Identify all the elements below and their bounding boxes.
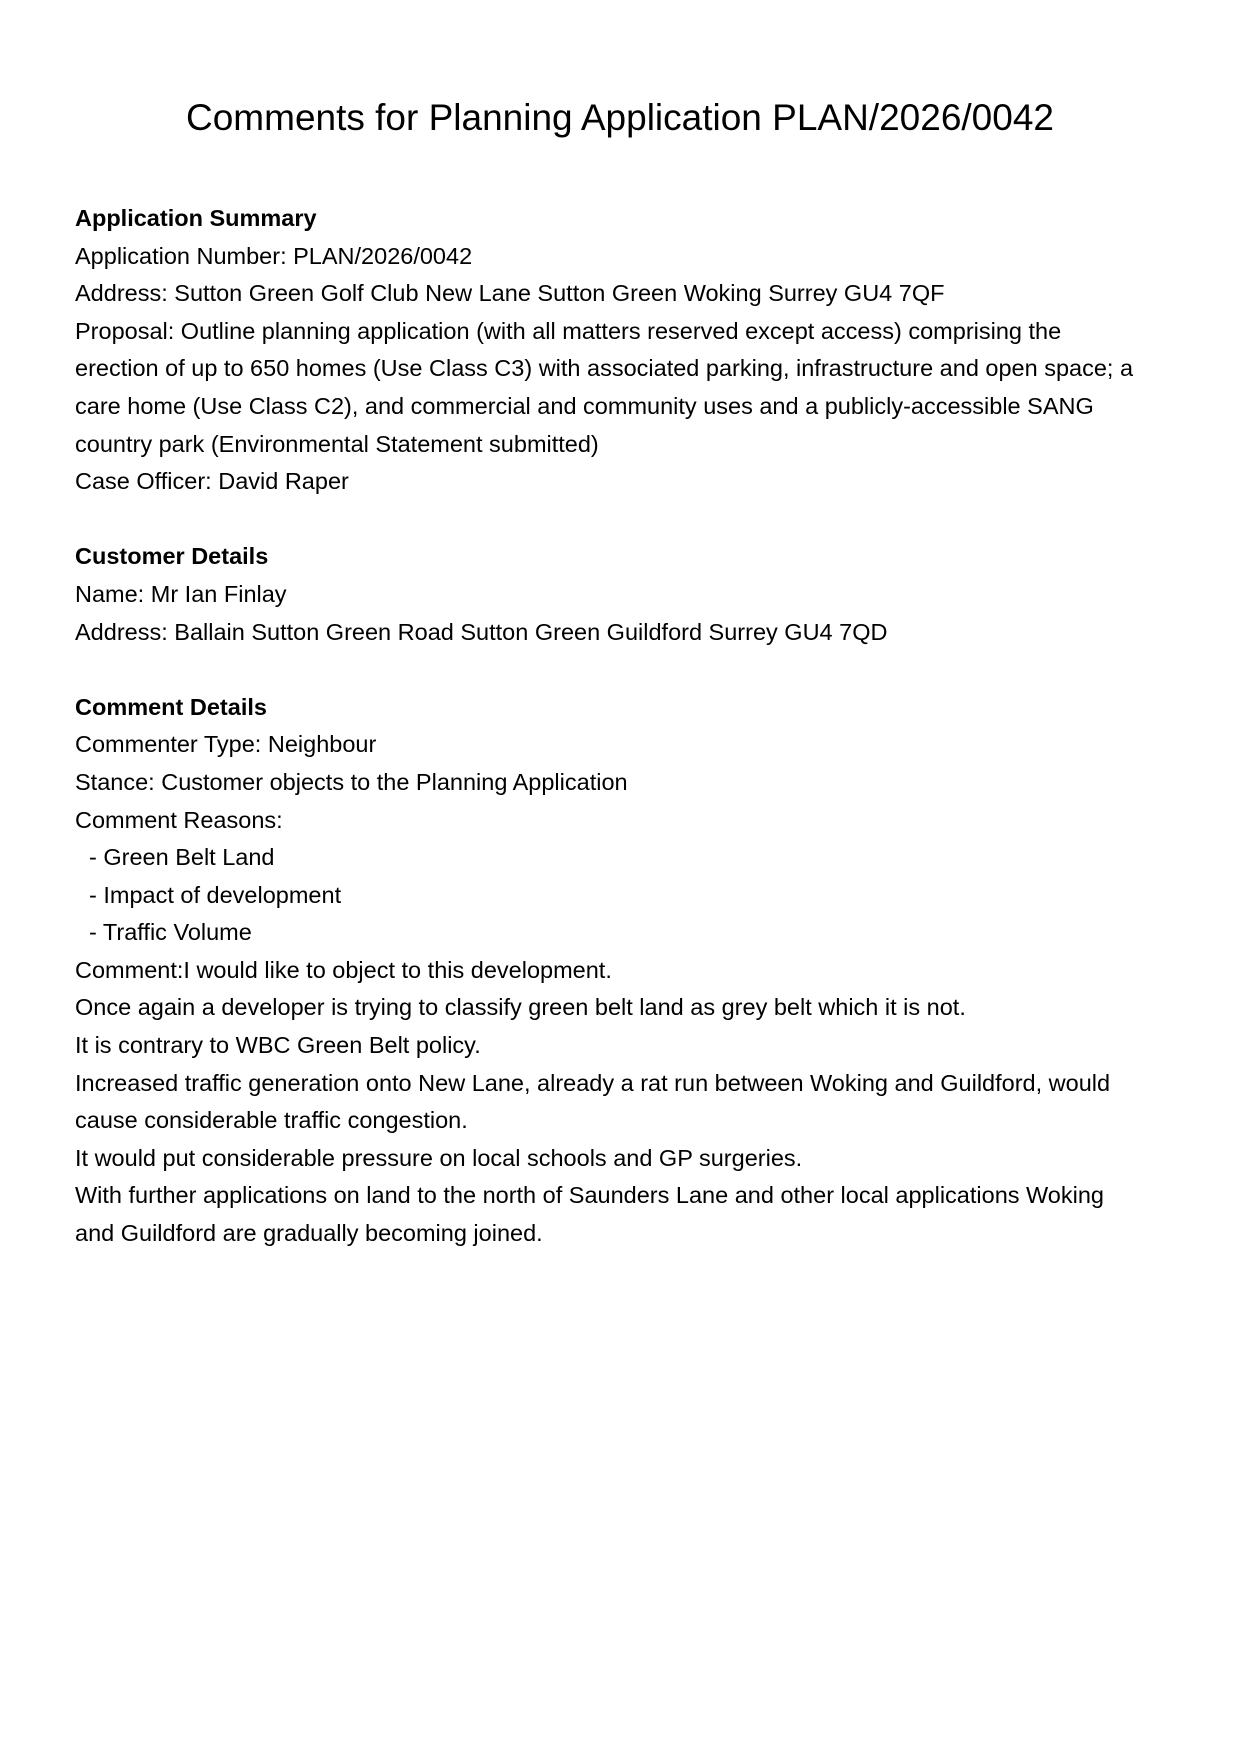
commenter-type: Commenter Type: Neighbour [75,731,377,758]
application-number: Application Number: PLAN/2026/0042 [75,242,473,269]
application-address: Address: Sutton Green Golf Club New Lane Sutton Green Woking Surrey GU4 7QF [75,280,945,307]
comment-reason-item: - Traffic Volume [89,919,252,946]
customer-name: Name: Mr Ian Finlay [75,580,287,607]
customer-details-heading: Customer Details [75,543,269,570]
application-summary-heading: Application Summary [75,205,317,231]
application-summary-section [75,200,1135,501]
customer-details-section [75,538,1135,651]
comment-reason-item: - Impact of development [89,881,342,908]
comment-line: It would put considerable pressure on local schools and GP surgeries. [75,1144,803,1171]
comment-details-heading: Comment Details [75,693,267,720]
stance: Stance: Customer objects to the Planning Application [75,768,628,795]
comment-reasons-label: Comment Reasons: [75,806,283,833]
comment-reason-item: - Green Belt Land [89,844,275,871]
comment-line: With further applications on land to the north of Saunders Lane and other local applications Woking and Guildford are gradually becoming joined. [75,1182,1104,1247]
case-officer: Case Officer: David Raper [75,468,349,495]
page-title: Comments for Planning Application PLAN/2026/0042 [186,97,1054,138]
comment-line: Comment:I would like to object to this development. [75,956,612,983]
comment-line: It is contrary to WBC Green Belt policy. [75,1032,481,1059]
comment-line: Increased traffic generation onto New Lane, already a rat run between Woking and Guildford, would cause considerable traffic congestion. [75,1069,1111,1134]
comment-details-section [75,689,1135,1253]
application-proposal: Proposal: Outline planning application (with all matters reserved except access) comprising the erection of up to 650 homes (Use Class C3) with associated parking, infrastructure and open space; a care home (Use Class C2), and commercial and community uses and a publicly-accessible SANG country park (Environmental Statement submitted) [75,317,1134,457]
document-body [75,200,1135,1253]
comment-line: Once again a developer is trying to classify green belt land as grey belt which it is not. [75,994,966,1021]
customer-address: Address: Ballain Sutton Green Road Sutton Green Guildford Surrey GU4 7QD [75,618,888,645]
